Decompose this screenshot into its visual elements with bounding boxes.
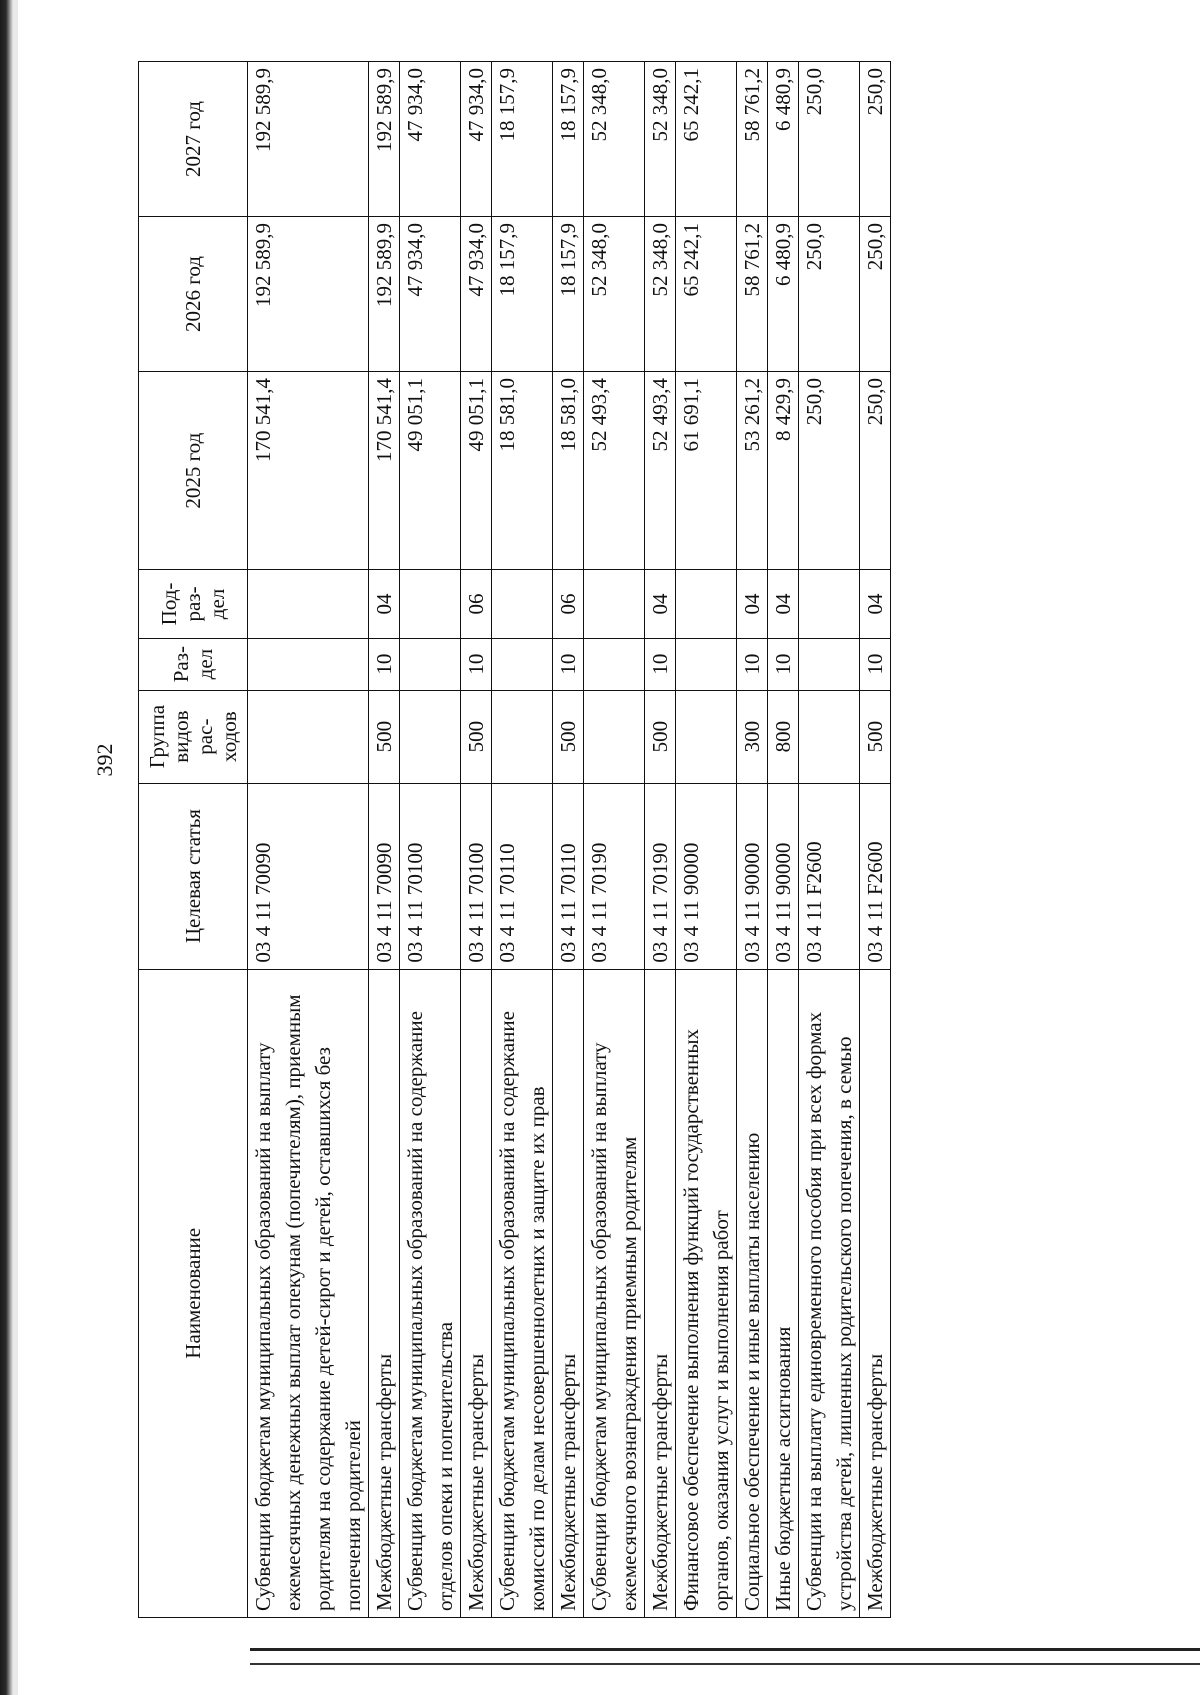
row-2026: 47 934,0 [461, 217, 492, 372]
row-group: 500 [645, 690, 676, 783]
row-target: 03 4 11 70090 [248, 783, 369, 969]
row-group [676, 690, 737, 783]
header-subsection: Под-раз-дел [139, 570, 248, 638]
row-name: Межбюджетные трансферты [461, 969, 492, 1617]
row-section: 10 [768, 638, 799, 690]
table-row [860, 62, 891, 1618]
row-2026: 192 589,9 [248, 217, 369, 372]
row-2025: 250,0 [799, 372, 860, 570]
row-2026: 18 157,9 [492, 217, 553, 372]
row-target: 03 4 11 F2600 [860, 783, 891, 969]
row-subsection: 04 [369, 570, 400, 638]
row-2025: 170 541,4 [248, 372, 369, 570]
row-group [492, 690, 553, 783]
scan-edge-bottom [250, 1648, 1200, 1665]
row-subsection [676, 570, 737, 638]
row-2026: 6 480,9 [768, 217, 799, 372]
row-2025: 49 051,1 [461, 372, 492, 570]
row-name: Субвенции бюджетам муниципальных образований на содержание отделов опеки и попечительства [400, 969, 461, 1617]
row-2025: 52 493,4 [645, 372, 676, 570]
row-2027: 18 157,9 [492, 62, 553, 217]
row-2026: 52 348,0 [645, 217, 676, 372]
row-target: 03 4 11 90000 [768, 783, 799, 969]
budget-table [138, 61, 891, 1618]
row-section [400, 638, 461, 690]
row-subsection: 06 [553, 570, 584, 638]
row-section [799, 638, 860, 690]
row-2027: 65 242,1 [676, 62, 737, 217]
row-2027: 6 480,9 [768, 62, 799, 217]
row-subsection [492, 570, 553, 638]
row-group: 500 [369, 690, 400, 783]
table-row [248, 62, 369, 1618]
table-row [461, 62, 492, 1618]
row-section [676, 638, 737, 690]
table-row [799, 62, 860, 1618]
row-subsection: 04 [737, 570, 768, 638]
row-name: Иные бюджетные ассигнования [768, 969, 799, 1617]
row-subsection [248, 570, 369, 638]
row-section [492, 638, 553, 690]
row-2025: 8 429,9 [768, 372, 799, 570]
table-row [645, 62, 676, 1618]
row-2026: 65 242,1 [676, 217, 737, 372]
row-group [400, 690, 461, 783]
row-group: 800 [768, 690, 799, 783]
row-2025: 18 581,0 [553, 372, 584, 570]
row-name: Социальное обеспечение и иные выплаты населению [737, 969, 768, 1617]
row-2027: 250,0 [860, 62, 891, 217]
row-2027: 47 934,0 [461, 62, 492, 217]
row-target: 03 4 11 70190 [645, 783, 676, 969]
page-number: 392 [92, 743, 117, 777]
row-group: 500 [461, 690, 492, 783]
header-2027: 2027 год [139, 62, 248, 217]
row-2026: 18 157,9 [553, 217, 584, 372]
row-2027: 18 157,9 [553, 62, 584, 217]
row-target: 03 4 11 70190 [584, 783, 645, 969]
row-2027: 58 761,2 [737, 62, 768, 217]
row-target: 03 4 11 70110 [553, 783, 584, 969]
row-subsection [400, 570, 461, 638]
row-2025: 250,0 [860, 372, 891, 570]
row-subsection: 06 [461, 570, 492, 638]
row-2026: 52 348,0 [584, 217, 645, 372]
row-2026: 250,0 [860, 217, 891, 372]
header-2026: 2026 год [139, 217, 248, 372]
row-subsection: 04 [860, 570, 891, 638]
row-subsection [584, 570, 645, 638]
row-section [248, 638, 369, 690]
row-2027: 192 589,9 [369, 62, 400, 217]
row-2025: 53 261,2 [737, 372, 768, 570]
row-2027: 192 589,9 [248, 62, 369, 217]
row-2026: 192 589,9 [369, 217, 400, 372]
row-group [248, 690, 369, 783]
row-name: Субвенции бюджетам муниципальных образований на выплату ежемесячных денежных выплат опекунам (попечителям), приемным родителям на содержание детей-сирот и детей, оставшихся без попечения родителей [248, 969, 369, 1617]
row-section: 10 [369, 638, 400, 690]
row-name: Межбюджетные трансферты [553, 969, 584, 1617]
table-row [768, 62, 799, 1618]
header-group: Группа видов рас-ходов [139, 690, 248, 783]
row-subsection: 04 [645, 570, 676, 638]
row-2027: 47 934,0 [400, 62, 461, 217]
scan-edge-left-inner [14, 0, 18, 1695]
row-2025: 18 581,0 [492, 372, 553, 570]
row-2026: 47 934,0 [400, 217, 461, 372]
row-2027: 52 348,0 [584, 62, 645, 217]
row-name: Межбюджетные трансферты [860, 969, 891, 1617]
row-group [799, 690, 860, 783]
row-2026: 58 761,2 [737, 217, 768, 372]
row-2027: 52 348,0 [645, 62, 676, 217]
row-name: Субвенции бюджетам муниципальных образований на содержание комиссий по делам несовершеннолетних и защите их прав [492, 969, 553, 1617]
row-target: 03 4 11 70100 [400, 783, 461, 969]
table-row [676, 62, 737, 1618]
row-section: 10 [860, 638, 891, 690]
table-row [400, 62, 461, 1618]
row-section: 10 [737, 638, 768, 690]
scan-edge-left [0, 0, 14, 1695]
header-2025: 2025 год [139, 372, 248, 570]
header-name: Наименование [139, 969, 248, 1617]
row-name: Финансовое обеспечение выполнения функций государственных органов, оказания услуг и выполнения работ [676, 969, 737, 1617]
header-row [139, 62, 248, 1618]
row-target: 03 4 11 70110 [492, 783, 553, 969]
rotated-table-wrapper [138, 61, 891, 1618]
row-target: 03 4 11 70100 [461, 783, 492, 969]
row-group: 500 [553, 690, 584, 783]
row-2026: 250,0 [799, 217, 860, 372]
table-row [737, 62, 768, 1618]
row-name: Межбюджетные трансферты [645, 969, 676, 1617]
row-name: Межбюджетные трансферты [369, 969, 400, 1617]
table-row [369, 62, 400, 1618]
row-2027: 250,0 [799, 62, 860, 217]
row-name: Субвенции на выплату единовременного пособия при всех формах устройства детей, лишенных родительского попечения, в семью [799, 969, 860, 1617]
row-subsection: 04 [768, 570, 799, 638]
row-group: 300 [737, 690, 768, 783]
table-row [553, 62, 584, 1618]
row-section: 10 [461, 638, 492, 690]
row-section: 10 [553, 638, 584, 690]
row-group [584, 690, 645, 783]
header-section: Раз-дел [139, 638, 248, 690]
row-2025: 170 541,4 [369, 372, 400, 570]
table-row [584, 62, 645, 1618]
row-target: 03 4 11 F2600 [799, 783, 860, 969]
row-subsection [799, 570, 860, 638]
row-target: 03 4 11 90000 [676, 783, 737, 969]
row-group: 500 [860, 690, 891, 783]
row-target: 03 4 11 90000 [737, 783, 768, 969]
table-row [492, 62, 553, 1618]
row-2025: 52 493,4 [584, 372, 645, 570]
row-target: 03 4 11 70090 [369, 783, 400, 969]
row-2025: 49 051,1 [400, 372, 461, 570]
header-target: Целевая статья [139, 783, 248, 969]
row-2025: 61 691,1 [676, 372, 737, 570]
row-section: 10 [645, 638, 676, 690]
row-name: Субвенции бюджетам муниципальных образований на выплату ежемесячного вознаграждения приемным родителям [584, 969, 645, 1617]
row-section [584, 638, 645, 690]
